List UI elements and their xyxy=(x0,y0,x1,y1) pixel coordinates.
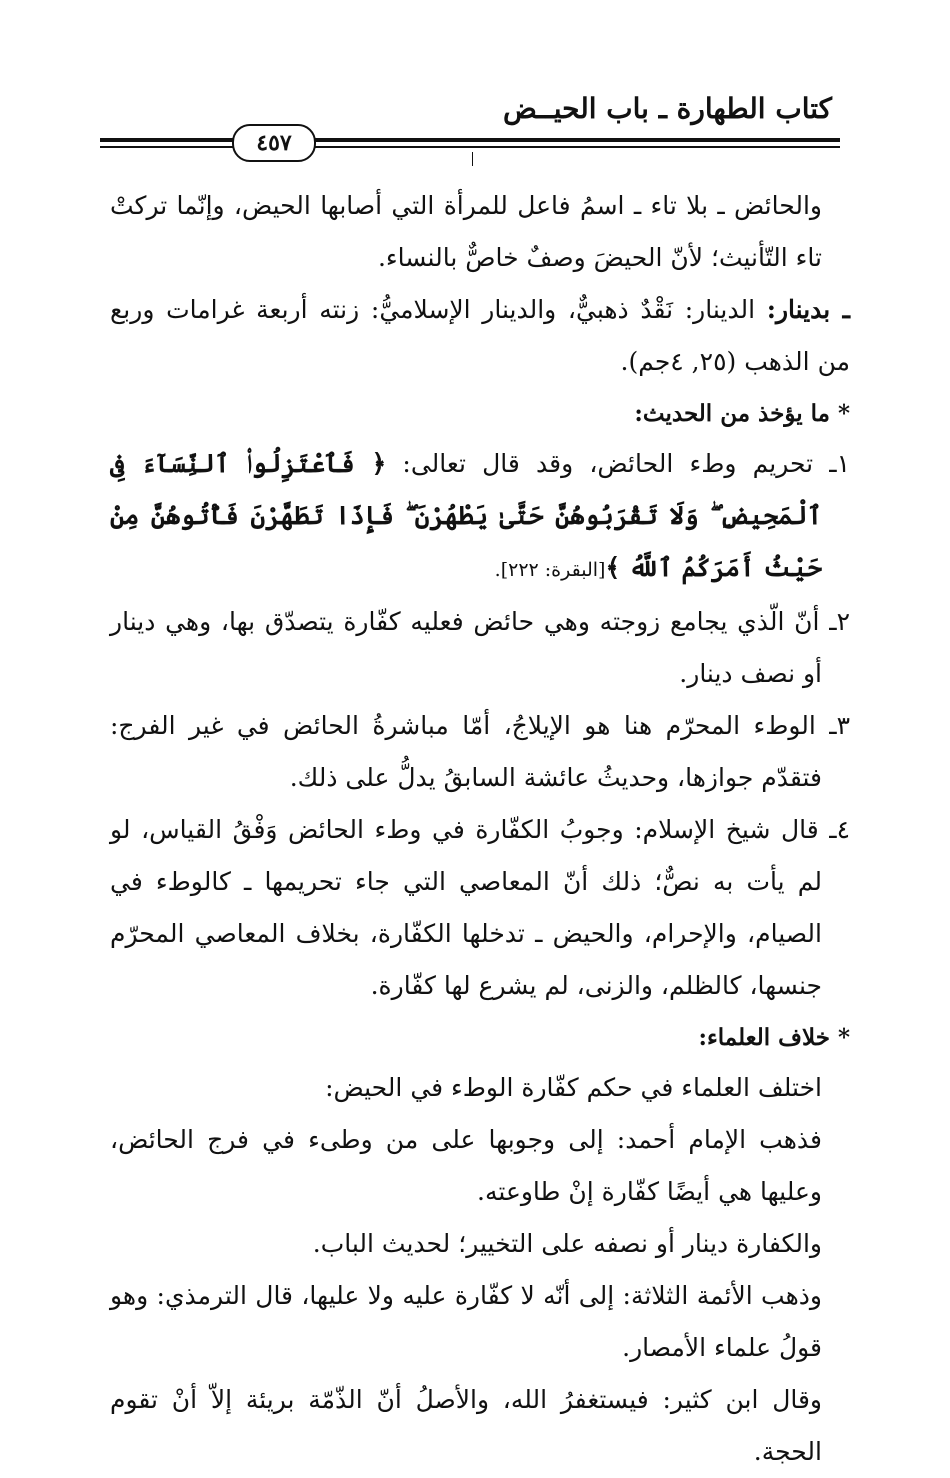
quran-verse: ﴿ فَٱعْتَزِلُوا۟ ٱلنِّسَآءَ فِى ٱلْمَحِيضِ ۖ وَلَا تَقْرَبُوهُنَّ حَتَّىٰ يَطْهُرْنَ ۖ فَإِذَا تَطَهَّرْنَ فَأْتُوهُنَّ مِنْ حَيْثُ أَمَرَكُمُ ٱللَّهُ ﴾ xyxy=(110,449,822,582)
paragraph-ahmad-view: فذهب الإمام أحمد: إلى وجوبها على من وطىء في فرج الحائض، وعليها هي أيضًا كفّارة إنْ طاوعته. xyxy=(110,1125,822,1206)
rule-tick-mark xyxy=(472,152,473,166)
list-item-1-text: ١ـ تحريم وطء الحائض، وقد قال تعالى: xyxy=(386,449,851,478)
paragraph-ibn-kathir: وقال ابن كثير: فيستغفرُ الله، والأصلُ أنّ الذّمّة بريئة إلاّ أنْ تقوم الحجة. xyxy=(110,1385,822,1466)
paragraph-disagreement-intro: اختلف العلماء في حكم كفّارة الوطء في الحيض: xyxy=(325,1073,822,1102)
paragraph-three-imams-view: وذهب الأئمة الثلاثة: إلى أنّه لا كفّارة عليه ولا عليها، قال الترمذي: وهو قولُ علماء الأمصار. xyxy=(110,1281,822,1362)
list-item-2: ٢ـ أنّ الّذي يجامع زوجته وهي حائض فعليه كفّارة يتصدّق بها، وهي دينار أو نصف دينار. xyxy=(110,607,850,688)
heading-scholars-disagreement: * خلاف العلماء: xyxy=(698,1024,850,1051)
running-header-title: كتاب الطهارة ـ باب الحيــض xyxy=(503,92,832,125)
header-rule xyxy=(100,138,840,152)
header-rule-thin-line xyxy=(100,146,840,148)
list-item-4: ٤ـ قال شيخ الإسلام: وجوبُ الكفّارة في وطء الحائض وَفْقُ القياس، لو لم يأت به نصٌّ؛ ذلك أنّ المعاصي التي جاء تحريمها ـ كالوطء في الصيام، والإحرام، والحيض ـ تدخلها الكفّارة، بخلاف المعاصي المحرّم جنسها، كالظلم، والزنى، لم يشرع لها كفّارة. xyxy=(110,815,850,1000)
paragraph-dinar-definition xyxy=(110,284,850,388)
paragraph-haid-definition: والحائض ـ بلا تاء ـ اسمُ فاعل للمرأة التي أصابها الحيض، وإنّما تركتْ تاء التّأنيث؛ لأنّ الحيضَ وصفٌ خاصٌّ بالنساء. xyxy=(110,191,822,272)
list-item-3: ٣ـ الوطء المحرّم هنا هو الإيلاجُ، أمّا مباشرةُ الحائض في غير الفرج: فتقدّم جوازها، وحديثُ عائشة السابقُ يدلُّ على ذلك. xyxy=(110,711,850,792)
page-number: ٤٥٧ xyxy=(232,124,316,162)
list-item-1 xyxy=(110,438,850,596)
heading-hadith-lessons: * ما يؤخذ من الحديث: xyxy=(634,400,850,427)
page-body xyxy=(110,180,850,1478)
term-dinar: ـ بدينار: xyxy=(766,295,851,324)
paragraph-kaffara-amount: والكفارة دينار أو نصفه على التخيير؛ لحديث الباب. xyxy=(312,1229,822,1258)
header-rule-thick-line xyxy=(100,138,840,142)
dinar-explanation: الدينار: نَقْدٌ ذهبيٌّ، والدينار الإسلاميُّ: زنته أربعة غرامات وربع من الذهب (٢٥, ٤جم). xyxy=(110,295,850,376)
quran-reference: [البقرة: ٢٢٢]. xyxy=(494,559,606,581)
